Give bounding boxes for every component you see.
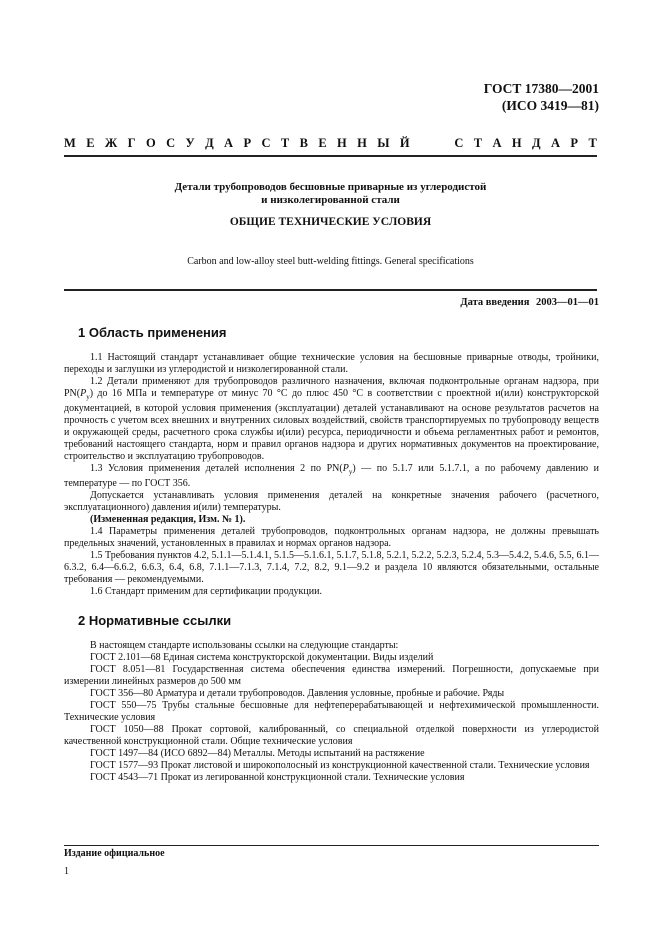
interstate-standard-banner	[64, 136, 597, 151]
paragraph-1-3-note: Допускается устанавливать условия применения деталей на конкретные значения рабочего (расчетного, эксплуатационного) давления и(или) температуры.	[64, 490, 599, 513]
reference-item: ГОСТ 1497—84 (ИСО 6892—84) Металлы. Методы испытаний на растяжение	[90, 748, 425, 759]
page-number: 1	[64, 866, 69, 877]
banner-letter: Д	[205, 136, 214, 150]
paragraph-1-2-start: 1.2 Детали применяют для трубопроводов различного назначения, включая подконтрольные органам надзора, при PN(	[64, 376, 599, 399]
banner-letter: О	[145, 136, 156, 150]
footer-divider	[64, 845, 599, 846]
banner-letter: Р	[243, 136, 252, 150]
paragraph-1-1: 1.1 Настоящий стандарт устанавливает общие технические условия на бесшовные приварные отводы, тройники, переходы и заглушки из углеродистой и низколегированной стали.	[64, 352, 599, 375]
document-body	[64, 325, 599, 784]
edition-label: Издание официальное	[64, 848, 165, 859]
reference-item: В настоящем стандарте использованы ссылки на следующие стандарты:	[90, 640, 399, 651]
paragraph-1-2-end: ) до 16 МПа и температуре от минус 70 °С до плюс 450 °С в соответствии с проектной и(или) конструкторской документацией, в которой условия применения (эксплуатации) деталей устанавливают на основе результатов расчетов на прочность с учетом всех внешних и внутренних силовых воздействий, свойств транспортируемых по трубопроводу веществ и окружающей среды, расчетного срока службы и(или) ресурса, периодичности и объема регламентных работ и ремонтов, требований настоящего стандарта, норм и правил органов надзора и других нормативных документов на проектирование, строительство и эксплуатацию трубопроводов.	[64, 388, 599, 462]
introduction-date-value: 2003—01—01	[536, 297, 599, 308]
banner-letter: Е	[86, 136, 95, 150]
pressure-subscript: y	[86, 393, 90, 401]
paragraph-1-3-end: ) — по 5.1.7 или 5.1.7.1, а по рабочему давлению и температуре — по ГОСТ 356.	[64, 463, 599, 489]
banner-letter: Т	[473, 136, 483, 150]
paragraph-1-3	[64, 463, 599, 490]
banner-letter: Ы	[377, 136, 390, 150]
title-line-1: Детали трубопроводов бесшовные приварные из углеродистой	[174, 181, 487, 193]
paragraph-1-5: 1.5 Требования пунктов 4.2, 5.1.1—5.1.4.1, 5.1.5—5.1.6.1, 5.1.7, 5.1.8, 5.2.1, 5.2.2, 5.2.3, 5.2.4, 5.3—5.4.2, 5.4.6, 5.5, 6.1—6.3.2, 6.4—6.6.2, 6.6.3, 6.4, 6.8, 7.1.1—7.1.3, 7.1.4, 7.2, 8.2, 9.1—9.2 и раздела 10 являются обязательными, остальные требования — рекомендуемыми.	[64, 550, 599, 585]
introduction-date-label: Дата введения	[460, 297, 530, 308]
iso-number: (ИСО 3419—81)	[501, 98, 599, 113]
reference-item: ГОСТ 356—80 Арматура и детали трубопроводов. Давления условные, пробные и рабочие. Ряды	[90, 688, 505, 699]
english-title: Carbon and low-alloy steel butt-welding fittings. General specifications	[187, 256, 474, 267]
banner-letter: Р	[570, 136, 579, 150]
section-1-heading: 1 Область применения	[78, 325, 227, 340]
middle-divider	[64, 289, 597, 291]
top-divider	[64, 155, 597, 157]
banner-letter: Е	[318, 136, 327, 150]
reference-item: ГОСТ 1050—88 Прокат сортовой, калиброванный, со специальной отделкой поверхности из углеродистой качественной конструкционной стали. Общие технические условия	[64, 724, 599, 747]
banner-letter: С	[454, 136, 464, 150]
introduction-date	[460, 297, 599, 308]
banner-letter: У	[185, 136, 195, 150]
banner-letter: Т	[588, 136, 597, 150]
banner-letter: Г	[127, 136, 136, 150]
gost-number: ГОСТ 17380—2001	[483, 81, 599, 96]
pressure-subscript: y	[348, 468, 353, 476]
banner-letter: Т	[280, 136, 290, 150]
pressure-symbol: P	[342, 463, 349, 474]
banner-letter: Н	[337, 136, 347, 150]
banner-letter: А	[492, 136, 502, 150]
reference-item: ГОСТ 550—75 Трубы стальные бесшовные для нефтеперерабатывающей и нефтехимической промышленности. Технические условия	[64, 700, 599, 723]
paragraph-1-3-start: 1.3 Условия применения деталей исполнения 2 по PN(	[90, 463, 343, 474]
banner-letter: Н	[357, 136, 367, 150]
document-title	[64, 181, 597, 207]
banner-letter: А	[224, 136, 234, 150]
banner-letter: Н	[511, 136, 522, 150]
banner-letter: Д	[532, 136, 541, 150]
reference-item: ГОСТ 8.051—81 Государственная система обеспечения единства измерений. Погрешности, допускаемые при измерении линейных размеров до 500 мм	[64, 664, 599, 687]
document-subtitle: ОБЩИЕ ТЕХНИЧЕСКИЕ УСЛОВИЯ	[229, 216, 432, 228]
amendment-note: (Измененная редакция, Изм. № 1).	[90, 514, 246, 525]
reference-item: ГОСТ 2.101—68 Единая система конструкторской документации. Виды изделий	[90, 652, 434, 663]
banner-letter: С	[166, 136, 176, 150]
reference-item: ГОСТ 1577—93 Прокат листовой и широкополосный из конструкционной качественной стали. Технические условия	[90, 760, 590, 771]
reference-item: ГОСТ 4543—71 Прокат из легированной конструкционной стали. Технические условия	[90, 772, 465, 783]
banner-gap	[420, 136, 444, 151]
banner-letter: Й	[399, 136, 410, 150]
banner-letter: Ж	[104, 136, 118, 150]
section-2-heading: 2 Нормативные ссылки	[78, 613, 232, 628]
paragraph-1-6: 1.6 Стандарт применим для сертификации продукции.	[90, 586, 322, 597]
paragraph-1-4: 1.4 Параметры применения деталей трубопроводов, подконтрольных органам надзора, не должны превышать предельных значений, установленных в правилах и нормах органов надзора.	[64, 526, 599, 549]
banner-letter: С	[261, 136, 271, 150]
banner-letter: В	[299, 136, 308, 150]
document-number-block	[484, 80, 599, 114]
banner-letter: А	[551, 136, 561, 150]
banner-letter: М	[64, 136, 76, 150]
title-line-2: и низколегированной стали	[261, 194, 400, 206]
pressure-symbol: P	[80, 388, 87, 399]
paragraph-1-2	[64, 376, 599, 463]
